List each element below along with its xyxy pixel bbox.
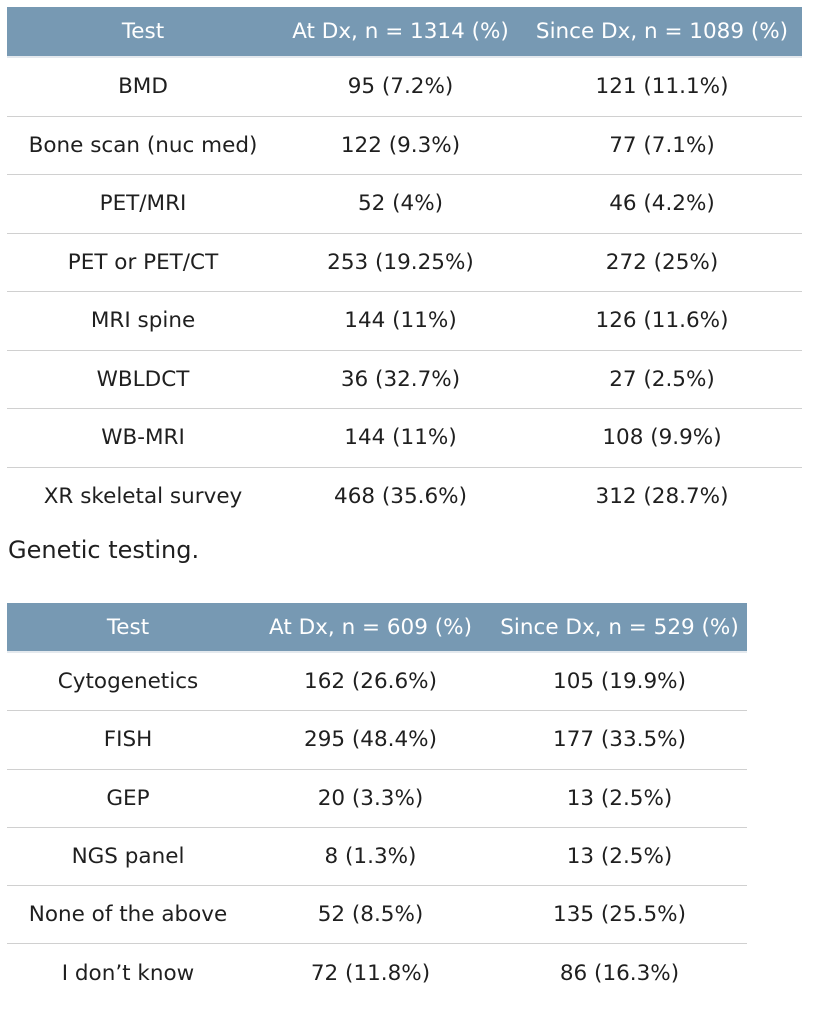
- table-row: [7, 57, 802, 116]
- since-dx-cell: 77 (7.1%): [522, 116, 802, 175]
- at-dx-cell: 8 (1.3%): [249, 827, 492, 885]
- since-dx-cell: 177 (33.5%): [492, 711, 747, 769]
- test-name-cell: FISH: [7, 711, 249, 769]
- at-dx-cell: 144 (11%): [279, 409, 522, 468]
- table-row: [7, 233, 802, 292]
- at-dx-cell: 72 (11.8%): [310, 960, 431, 986]
- test-name-cell: XR skeletal survey: [43, 483, 243, 509]
- since-dx-cell: 46 (4.2%): [522, 175, 802, 234]
- since-dx-cell: 13 (2.5%): [492, 827, 747, 885]
- since-dx-cell: 86 (16.3%): [559, 960, 680, 986]
- test-name-cell: GEP: [7, 769, 249, 827]
- at-dx-cell: 52 (8.5%): [249, 886, 492, 944]
- at-dx-cell: 295 (48.4%): [249, 711, 492, 769]
- table-header-row: [7, 7, 802, 57]
- test-name-cell: PET or PET/CT: [7, 233, 279, 292]
- test-name-cell: Bone scan (nuc med): [7, 116, 279, 175]
- genetic-testing-table: [7, 603, 747, 1002]
- test-name-cell: WBLDCT: [7, 350, 279, 409]
- since-dx-cell: 272 (25%): [522, 233, 802, 292]
- at-dx-cell: 468 (35.6%): [334, 483, 467, 509]
- column-header-since-dx: Since Dx, n = 529 (%): [492, 603, 747, 652]
- since-dx-cell: 121 (11.1%): [522, 57, 802, 116]
- table-row: [7, 409, 802, 468]
- table-row: [7, 467, 802, 525]
- at-dx-cell: 95 (7.2%): [279, 57, 522, 116]
- table-row: [7, 827, 747, 885]
- table-row: [7, 350, 802, 409]
- column-header-test: Test: [7, 603, 249, 652]
- table-row: [7, 944, 747, 1002]
- since-dx-cell: 105 (19.9%): [492, 652, 747, 711]
- table-caption: Genetic testing.: [8, 536, 200, 564]
- since-dx-cell: 108 (9.9%): [522, 409, 802, 468]
- column-header-at-dx: At Dx, n = 1314 (%): [279, 7, 522, 57]
- at-dx-cell: 122 (9.3%): [279, 116, 522, 175]
- imaging-tests-table: [7, 7, 802, 525]
- column-header-since-dx: Since Dx, n = 1089 (%): [522, 7, 802, 57]
- at-dx-cell: 253 (19.25%): [279, 233, 522, 292]
- since-dx-cell: 312 (28.7%): [595, 483, 729, 509]
- table-row: [7, 652, 747, 711]
- table-row: [7, 292, 802, 351]
- test-name-cell: I don’t know: [61, 960, 195, 986]
- at-dx-cell: 20 (3.3%): [249, 769, 492, 827]
- table-row: [7, 769, 747, 827]
- table-row: [7, 711, 747, 769]
- since-dx-cell: 27 (2.5%): [522, 350, 802, 409]
- since-dx-cell: 13 (2.5%): [492, 769, 747, 827]
- test-name-cell: MRI spine: [7, 292, 279, 351]
- test-name-cell: Cytogenetics: [7, 652, 249, 711]
- test-name-cell: PET/MRI: [7, 175, 279, 234]
- table-row: [7, 175, 802, 234]
- since-dx-cell: 126 (11.6%): [522, 292, 802, 351]
- at-dx-cell: 162 (26.6%): [249, 652, 492, 711]
- at-dx-cell: 52 (4%): [279, 175, 522, 234]
- test-name-cell: BMD: [7, 57, 279, 116]
- test-name-cell: WB-MRI: [7, 409, 279, 468]
- table-row: [7, 886, 747, 944]
- at-dx-cell: 36 (32.7%): [279, 350, 522, 409]
- table-row: [7, 116, 802, 175]
- column-header-at-dx: At Dx, n = 609 (%): [249, 603, 492, 652]
- column-header-test: Test: [7, 7, 279, 57]
- test-name-cell: None of the above: [7, 886, 249, 944]
- at-dx-cell: 144 (11%): [279, 292, 522, 351]
- test-name-cell: NGS panel: [7, 827, 249, 885]
- table-header-row: [7, 603, 747, 652]
- since-dx-cell: 135 (25.5%): [492, 886, 747, 944]
